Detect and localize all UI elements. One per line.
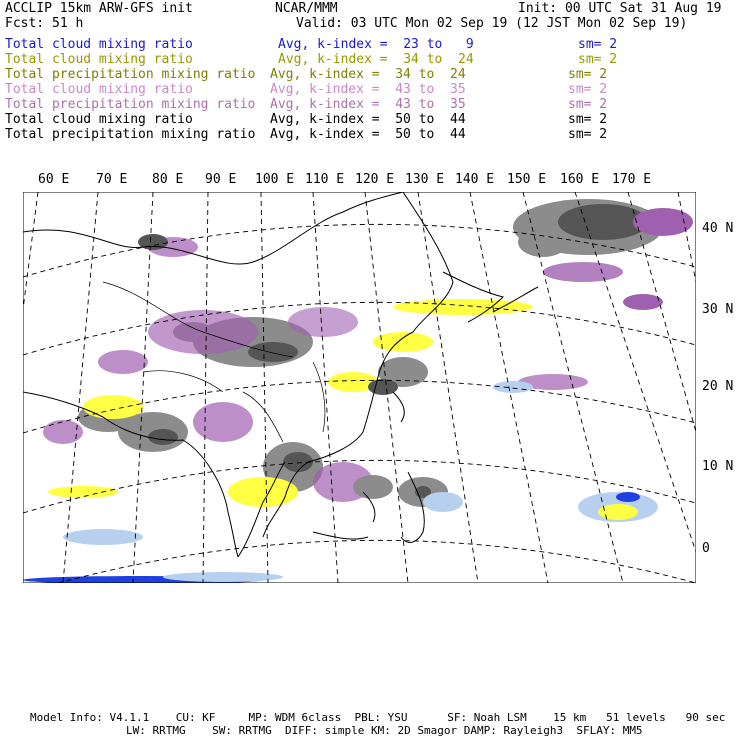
cloud-lightblue bbox=[163, 572, 283, 582]
cloud-yellow bbox=[48, 486, 118, 498]
lat-label: 0 bbox=[702, 541, 710, 556]
lat-label: 30 N bbox=[702, 302, 734, 317]
legend-name: Total cloud mixing ratio bbox=[5, 112, 193, 127]
lon-label: 100 E bbox=[255, 172, 295, 187]
legend-avg: Avg, k-index = 43 to 35 bbox=[270, 82, 466, 97]
lat-label: 10 N bbox=[702, 459, 734, 474]
cloud-dark bbox=[248, 342, 298, 362]
legend-avg: Avg, k-index = 23 to 9 bbox=[278, 37, 474, 52]
lon-label: 160 E bbox=[560, 172, 600, 187]
legend-sm: sm= 2 bbox=[568, 112, 608, 127]
legend-sm: sm= 2 bbox=[578, 52, 618, 67]
legend-name: Total precipitation mixing ratio bbox=[5, 67, 256, 82]
legend-name: Total cloud mixing ratio bbox=[5, 82, 193, 97]
legend-sm: sm= 2 bbox=[568, 82, 608, 97]
precip-purple bbox=[98, 350, 148, 374]
cloud-yellow bbox=[598, 504, 638, 520]
fcst-label: Fcst: bbox=[5, 16, 45, 31]
legend-sm: sm= 2 bbox=[568, 127, 608, 142]
lon-label: 60 E bbox=[38, 172, 70, 187]
lon-label: 70 E bbox=[96, 172, 128, 187]
cloud-dark bbox=[148, 429, 178, 445]
precip-purple bbox=[623, 294, 663, 310]
precip-purple bbox=[193, 402, 253, 442]
cloud-lightblue bbox=[423, 492, 463, 512]
precip-purple bbox=[43, 420, 83, 444]
lon-label: 120 E bbox=[355, 172, 395, 187]
legend-avg: Avg, k-index = 34 to 24 bbox=[270, 67, 466, 82]
legend-avg: Avg, k-index = 34 to 24 bbox=[278, 52, 474, 67]
model-title: ACCLIP 15km ARW-GFS init bbox=[5, 1, 193, 16]
cloud-gray bbox=[353, 475, 393, 499]
legend-name: Total cloud mixing ratio bbox=[5, 52, 193, 67]
lon-label: 90 E bbox=[205, 172, 237, 187]
lon-label: 80 E bbox=[152, 172, 184, 187]
legend-name: Total precipitation mixing ratio bbox=[5, 127, 256, 142]
model-info-line2: LW: RRTMG SW: RRTMG DIFF: simple KM: 2D Smagor DAMP: Rayleigh3 SFLAY: MM5 bbox=[126, 724, 643, 737]
lat-label: 40 N bbox=[702, 221, 734, 236]
weather-map bbox=[23, 192, 696, 583]
legend-sm: sm= 2 bbox=[568, 67, 608, 82]
legend-name: Total cloud mixing ratio bbox=[5, 37, 193, 52]
lon-label: 110 E bbox=[305, 172, 345, 187]
lon-label: 170 E bbox=[612, 172, 652, 187]
cloud-lightblue bbox=[63, 529, 143, 545]
model-info-line1: Model Info: V4.1.1 CU: KF MP: WDM 6class PBL: YSU SF: Noah LSM 15 km 51 levels 90 sec bbox=[30, 711, 726, 724]
precip-purple bbox=[288, 307, 358, 337]
cloud-yellow bbox=[83, 395, 143, 419]
legend-avg: Avg, k-index = 50 to 44 bbox=[270, 112, 466, 127]
precip-purple bbox=[543, 262, 623, 282]
lon-label: 130 E bbox=[405, 172, 445, 187]
init-time: Init: 00 UTC Sat 31 Aug 19 bbox=[518, 1, 722, 16]
legend-sm: sm= 2 bbox=[568, 97, 608, 112]
legend-name: Total precipitation mixing ratio bbox=[5, 97, 256, 112]
center-label: NCAR/MMM bbox=[275, 1, 338, 16]
cloud-blue bbox=[616, 492, 640, 502]
valid-time: Valid: 03 UTC Mon 02 Sep 19 (12 JST Mon 02 Sep 19) bbox=[296, 16, 688, 31]
lon-label: 140 E bbox=[455, 172, 495, 187]
legend-sm: sm= 2 bbox=[578, 37, 618, 52]
legend-avg: Avg, k-index = 50 to 44 bbox=[270, 127, 466, 142]
fcst-value: 51 h bbox=[52, 16, 84, 31]
lon-label: 150 E bbox=[507, 172, 547, 187]
legend-avg: Avg, k-index = 43 to 35 bbox=[270, 97, 466, 112]
cloud-gray bbox=[518, 227, 568, 257]
lat-label: 20 N bbox=[702, 379, 734, 394]
